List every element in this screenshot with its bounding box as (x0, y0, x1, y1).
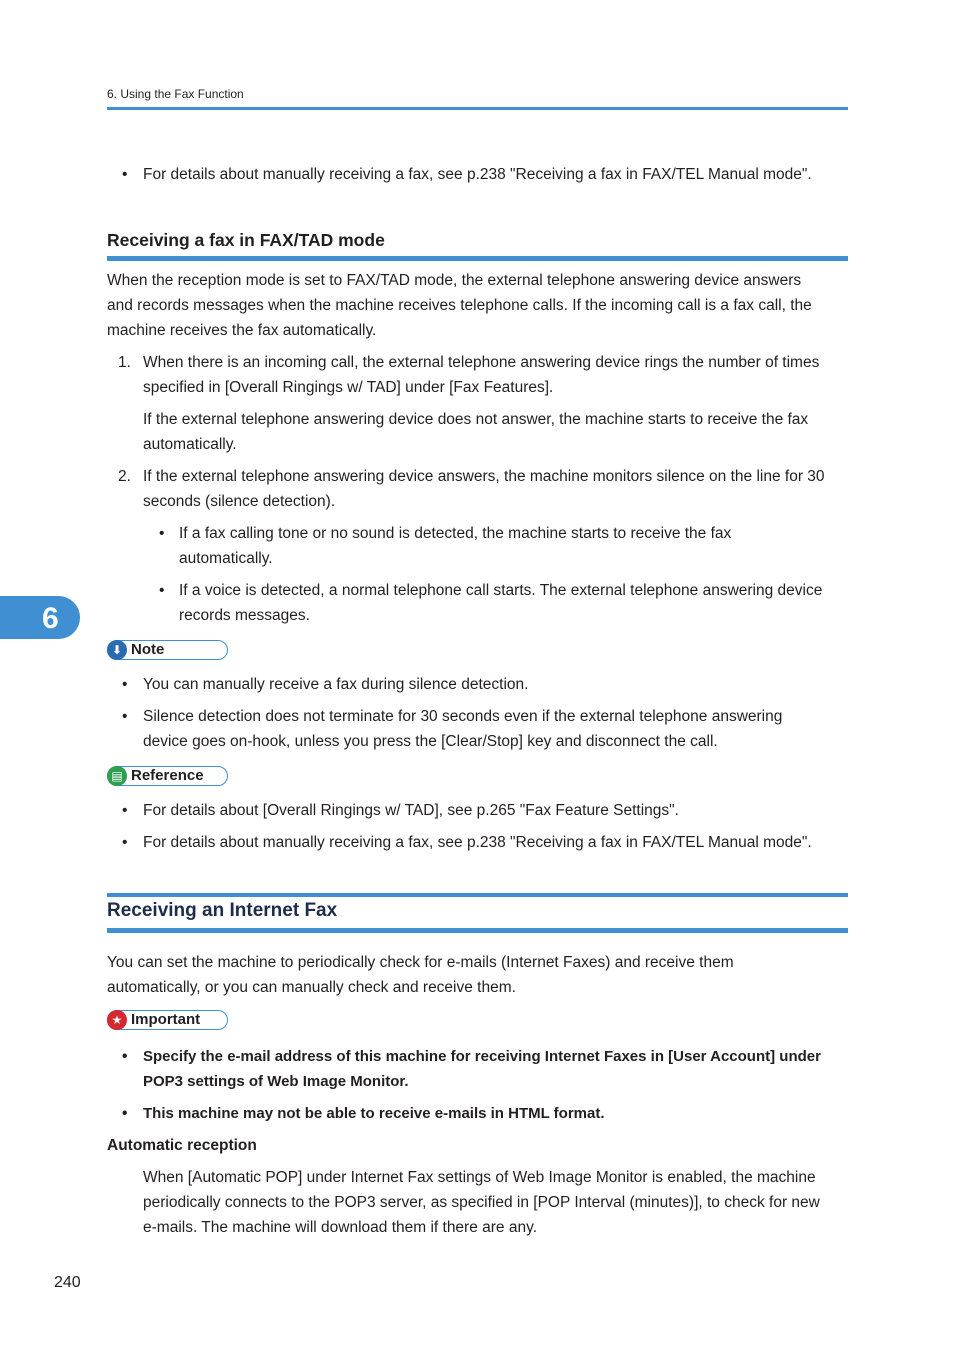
bullet-dot: • (159, 582, 165, 599)
bullet-dot: • (122, 1105, 128, 1122)
paragraph-line: You can set the machine to periodically check for e-mails (Internet Faxes) and receive them (107, 954, 734, 971)
bullet-dot: • (122, 802, 128, 819)
sub-bullet-text: records messages. (179, 607, 310, 624)
section-rule (107, 256, 848, 261)
paragraph-line: and records messages when the machine receives telephone calls. If the incoming call is a fax call, the (107, 297, 812, 314)
step-text: specified in [Overall Ringings w/ TAD] under [Fax Features]. (143, 379, 554, 396)
paragraph-line: machine receives the fax automatically. (107, 322, 377, 339)
paragraph-line: When [Automatic POP] under Internet Fax settings of Web Image Monitor is enabled, the machine (143, 1169, 816, 1186)
important-text: POP3 settings of Web Image Monitor. (143, 1073, 409, 1090)
star-icon: ★ (107, 1010, 127, 1030)
step-subtext: automatically. (143, 436, 237, 453)
paragraph-line: e-mails. The machine will download them if there are any. (143, 1219, 538, 1236)
bullet-dot: • (159, 525, 165, 542)
note-text: Silence detection does not terminate for 30 seconds even if the external telephone answering (143, 708, 783, 725)
step-text: When there is an incoming call, the external telephone answering device rings the number of times (143, 354, 820, 371)
intro-bullet-text: For details about manually receiving a fax, see p.238 "Receiving a fax in FAX/TEL Manual mode". (143, 166, 812, 183)
bullet-dot: • (122, 1048, 128, 1065)
section-title-fax-tad: Receiving a fax in FAX/TAD mode (107, 230, 385, 250)
reference-tag (107, 766, 228, 786)
chapter-tab-number: 6 (42, 602, 59, 635)
note-tag (107, 640, 228, 660)
document-icon: ▤ (107, 766, 127, 786)
important-text: This machine may not be able to receive e-mails in HTML format. (143, 1105, 605, 1122)
bullet-dot: • (122, 166, 128, 183)
important-text: Specify the e-mail address of this machine for receiving Internet Faxes in [User Account] under (143, 1048, 821, 1065)
arrow-down-icon: ⬇ (107, 640, 127, 660)
reference-label: Reference (131, 767, 204, 784)
bullet-dot: • (122, 708, 128, 725)
reference-text: For details about [Overall Ringings w/ TAD], see p.265 "Fax Feature Settings". (143, 802, 679, 819)
paragraph-line: periodically connects to the POP3 server, as specified in [POP Interval (minutes)], to check for new (143, 1194, 820, 1211)
section-top-rule (107, 893, 848, 897)
step-number: 1. (118, 354, 131, 371)
paragraph-line: When the reception mode is set to FAX/TAD mode, the external telephone answering device answers (107, 272, 802, 289)
sub-bullet-text: automatically. (179, 550, 273, 567)
step-number: 2. (118, 468, 131, 485)
running-header: 6. Using the Fax Function (107, 87, 244, 101)
important-label: Important (131, 1011, 201, 1028)
sub-bullet-text: If a voice is detected, a normal telephone call starts. The external telephone answering device (179, 582, 823, 599)
page-number: 240 (54, 1274, 81, 1291)
step-subtext: If the external telephone answering device does not answer, the machine starts to receive the fax (143, 411, 809, 428)
important-tag (107, 1010, 228, 1030)
sub-bullet-text: If a fax calling tone or no sound is detected, the machine starts to receive the fax (179, 525, 732, 542)
bullet-dot: • (122, 676, 128, 693)
reference-text: For details about manually receiving a fax, see p.238 "Receiving a fax in FAX/TEL Manual mode". (143, 834, 812, 851)
note-label: Note (131, 641, 165, 658)
chapter-tab (0, 596, 80, 639)
note-text: You can manually receive a fax during silence detection. (143, 676, 529, 693)
section-rule (107, 928, 848, 933)
step-text: If the external telephone answering device answers, the machine monitors silence on the line for 30 (143, 468, 825, 485)
note-text: device goes on-hook, unless you press the [Clear/Stop] key and disconnect the call. (143, 733, 718, 750)
section-title-internet-fax: Receiving an Internet Fax (107, 900, 338, 921)
header-rule (107, 107, 848, 110)
subheading-automatic-reception: Automatic reception (107, 1137, 257, 1154)
bullet-dot: • (122, 834, 128, 851)
paragraph-line: automatically, or you can manually check and receive them. (107, 979, 516, 996)
step-text: seconds (silence detection). (143, 493, 336, 510)
